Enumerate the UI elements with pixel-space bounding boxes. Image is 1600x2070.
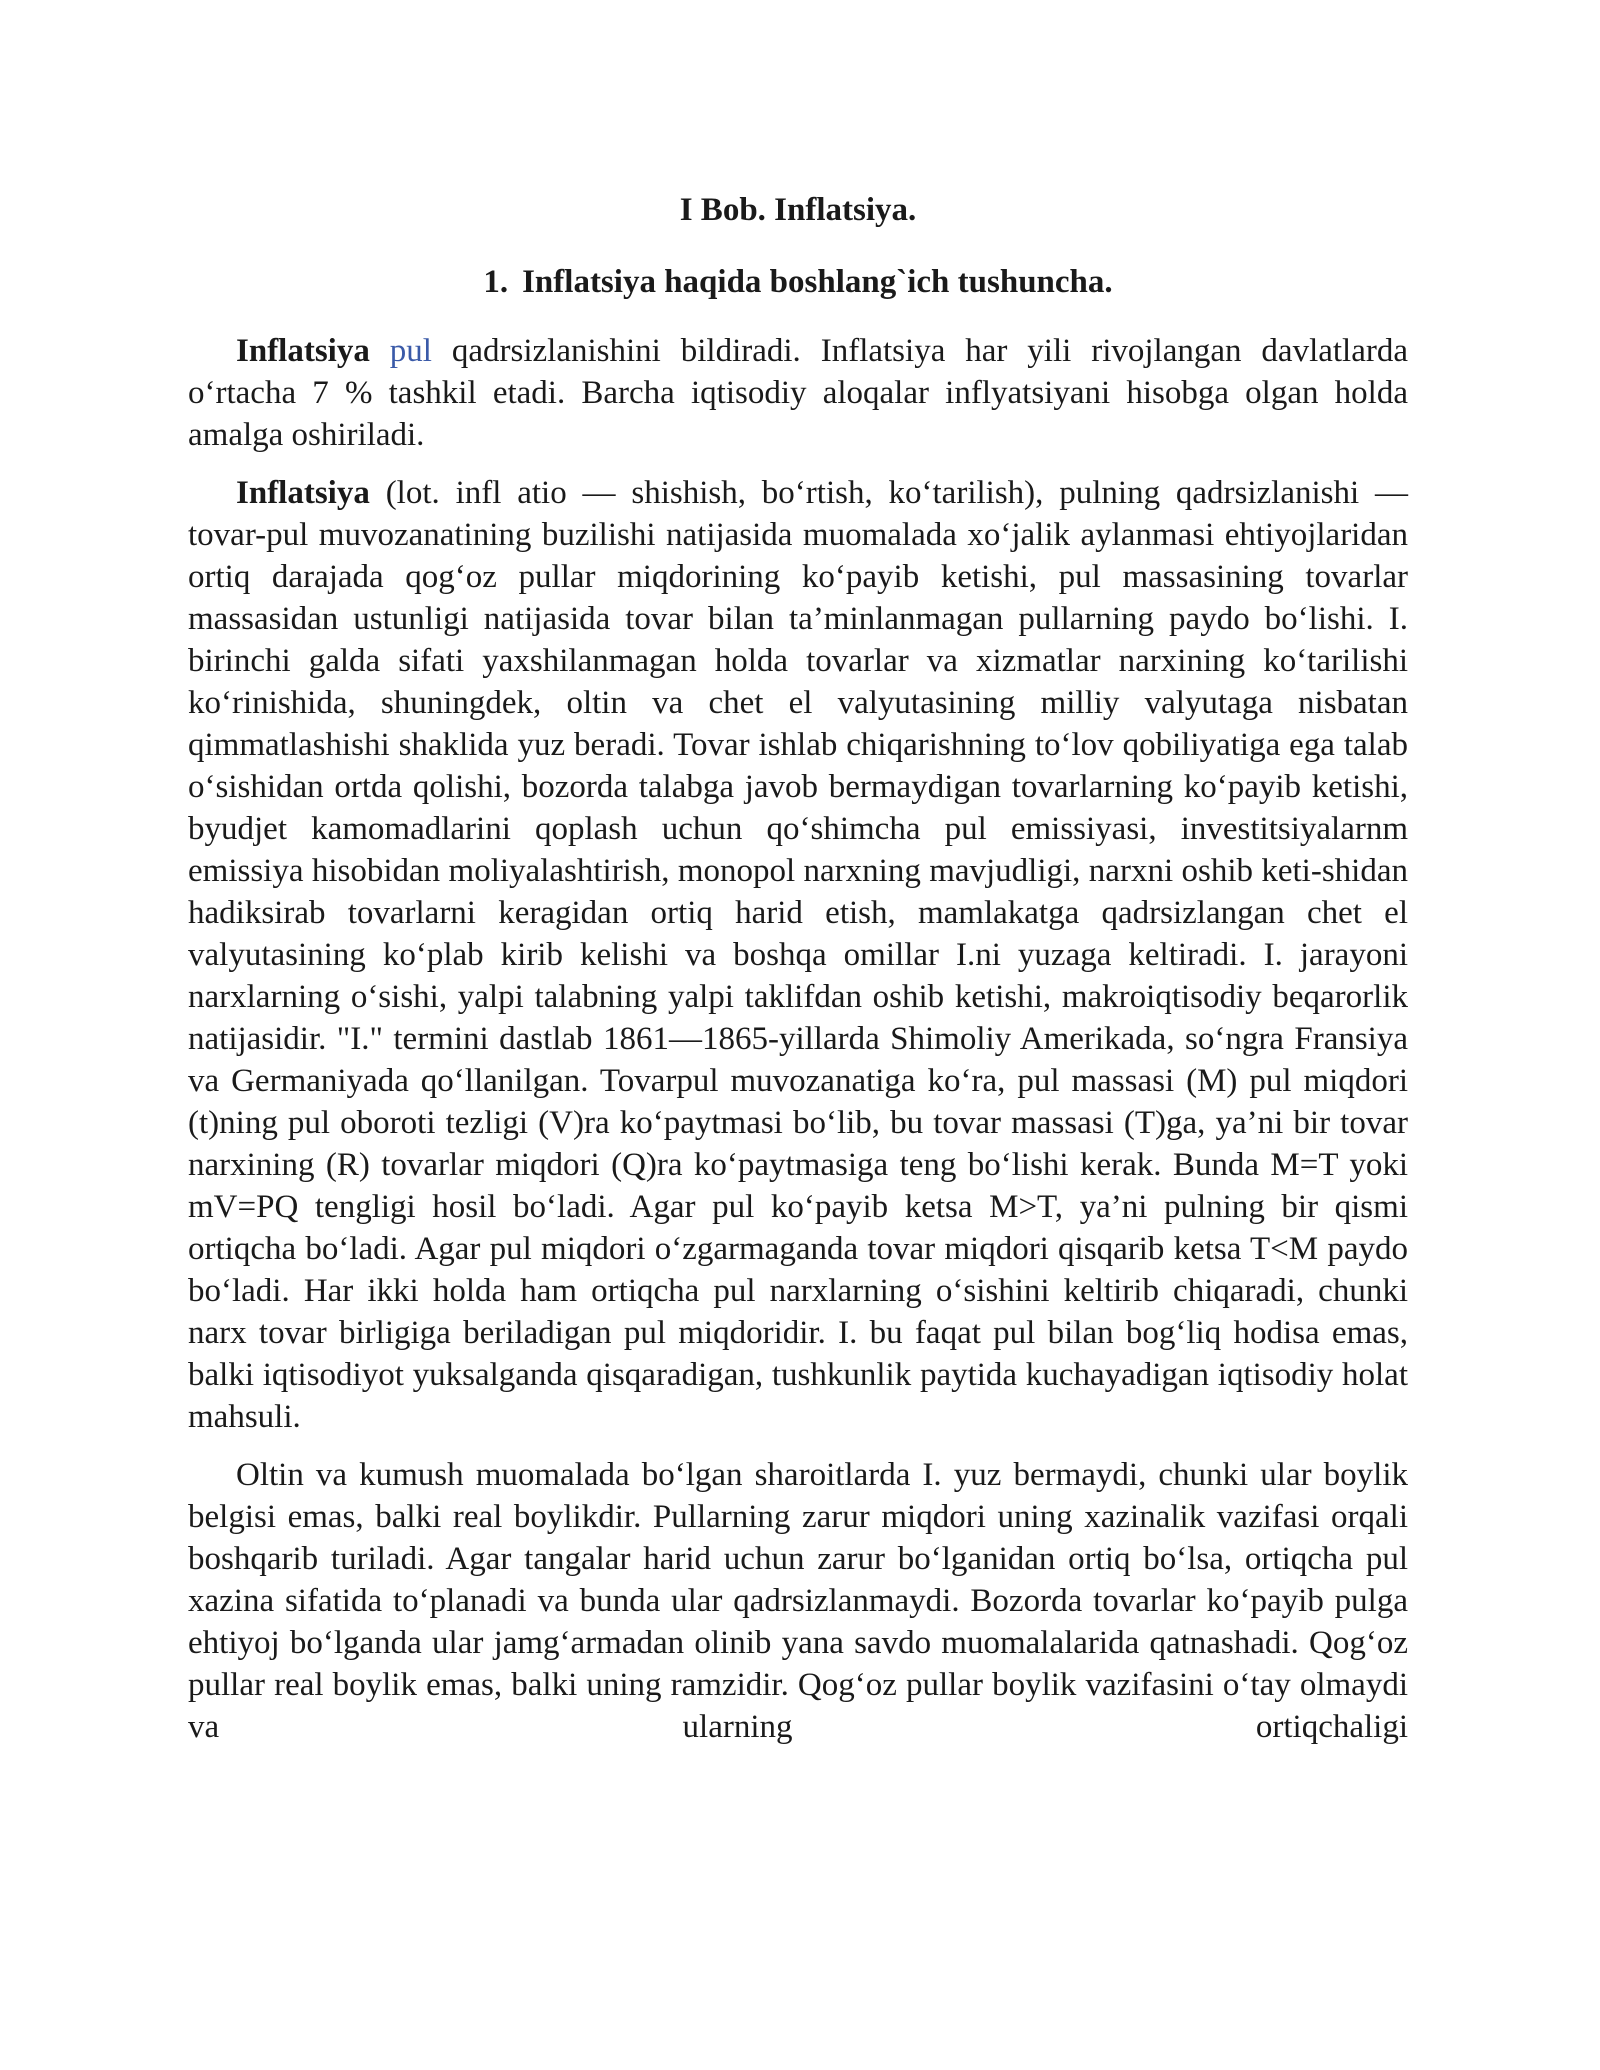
- paragraph-gold-silver: [188, 1454, 1408, 1748]
- chapter-title: I Bob. Inflatsiya.: [679, 192, 917, 228]
- paragraph-text: (lot. infl atio — shishish, bo‘rtish, ko‘tarilish), pulning qadrsizlanishi — tovar-pul muvozanatining buzilishi natijasida muomalada xo‘jalik aylanmasi ehtiyojlaridan ortiq darajada qog‘oz pullar miqdorining ko‘payib ketishi, pul massasining tovarlar massasidan ustunligi natijasida tovar bilan ta’minlanmagan pullarning paydo bo‘lishi. I. birinchi galda sifati yaxshilanmagan holda tovarlar va xizmatlar narxining ko‘tarilishi ko‘rinishida, shuningdek, oltin va chet el valyutasining milliy valyutaga nisbatan qimmatlashishi shaklida yuz beradi. Tovar ishlab chiqarishning to‘lov qobiliyatiga ega talab o‘sishidan ortda qolishi, bozorda talabga javob bermaydigan tovarlarning ko‘payib ketishi, byudjet kamomadlarini qoplash uchun qo‘shimcha pul emissiyasi, investitsiyalarnm emissiya hisobidan moliyalashtirish, monopol narxning mavjudligi, narxni oshib keti-shidan hadiksirab tovarlarni keragidan ortiq harid etish, mamlakatga qadrsizlangan chet el valyutasining ko‘plab kirib kelishi va boshqa omillar I.ni yuzaga keltiradi. I. jarayoni narxlarning o‘sishi, yalpi talabning yalpi taklifdan oshib ketishi, makroiqtisodiy beqarorlik natijasidir. "I." termini dastlab 1861—1865-yillarda Shimoliy Amerikada, so‘ngra Fransiya va Germaniyada qo‘llanilgan. Tovarpul muvozanatiga ko‘ra, pul massasi (M) pul miqdori (t)ning pul oboroti tezligi (V)ra ko‘paytmasi bo‘lib, bu tovar massasi (T)ga, ya’ni bir tovar narxining (R) tovarlar miqdori (Q)ra ko‘paytmasiga teng bo‘lishi kerak. Bunda M=T yoki mV=PQ tengligi hosil bo‘ladi. Agar pul ko‘payib ketsa M>T, ya’ni pulning bir qismi ortiqcha bo‘ladi. Agar pul miqdori o‘zgarmaganda tovar miqdori qisqarib ketsa T<M paydo bo‘ladi. Har ikki holda ham ortiqcha pul narxlarning o‘sishini keltirib chiqaradi, chunki narx tovar birligiga beriladigan pul miqdoridir. I. bu faqat pul bilan bog‘liq hodisa emas, balki iqtisodiyot yuksalganda qisqaradigan, tushkunlik paytida kuchayadigan iqtisodiy holat mahsuli.: [188, 475, 1408, 1435]
- section-heading: [188, 260, 1408, 304]
- pul-link[interactable]: pul: [389, 333, 432, 369]
- section-number: 1.: [483, 264, 509, 300]
- paragraph-explanation: [188, 472, 1408, 1438]
- paragraph-definition: [188, 330, 1408, 456]
- page-content: [188, 188, 1408, 1748]
- term-inflatsiya: Inflatsiya: [236, 333, 370, 369]
- paragraph-text: qadrsizlanishini bildiradi. Inflatsiya har yili rivojlangan davlatlarda o‘rtacha 7 % tashkil etadi. Barcha iqtisodiy aloqalar inflyatsiyani hisobga olgan holda amalga oshiriladi.: [188, 333, 1409, 453]
- term-inflatsiya: Inflatsiya: [236, 475, 370, 511]
- paragraph-text: Oltin va kumush muomalada bo‘lgan sharoitlarda I. yuz bermaydi, chunki ular boylik belgisi emas, balki real boylikdir. Pullarning zarur miqdori uning xazinalik vazifasi orqali boshqarib turiladi. Agar tangalar harid uchun zarur bo‘lganidan ortiq bo‘lsa, ortiqcha pul xazina sifatida to‘planadi va bunda ular qadrsizlanmaydi. Bozorda tovarlar ko‘payib pulga ehtiyoj bo‘lganda ular jamg‘armadan olinib yana savdo muomalalarida qatnashadi. Qog‘oz pullar real boylik emas, balki uning ramzidir. Qog‘oz pullar boylik vazifasini o‘tay olmaydi va ularning ortiqchaligi: [188, 1457, 1408, 1745]
- section-title: Inflatsiya haqida boshlang`ich tushuncha.: [522, 264, 1113, 300]
